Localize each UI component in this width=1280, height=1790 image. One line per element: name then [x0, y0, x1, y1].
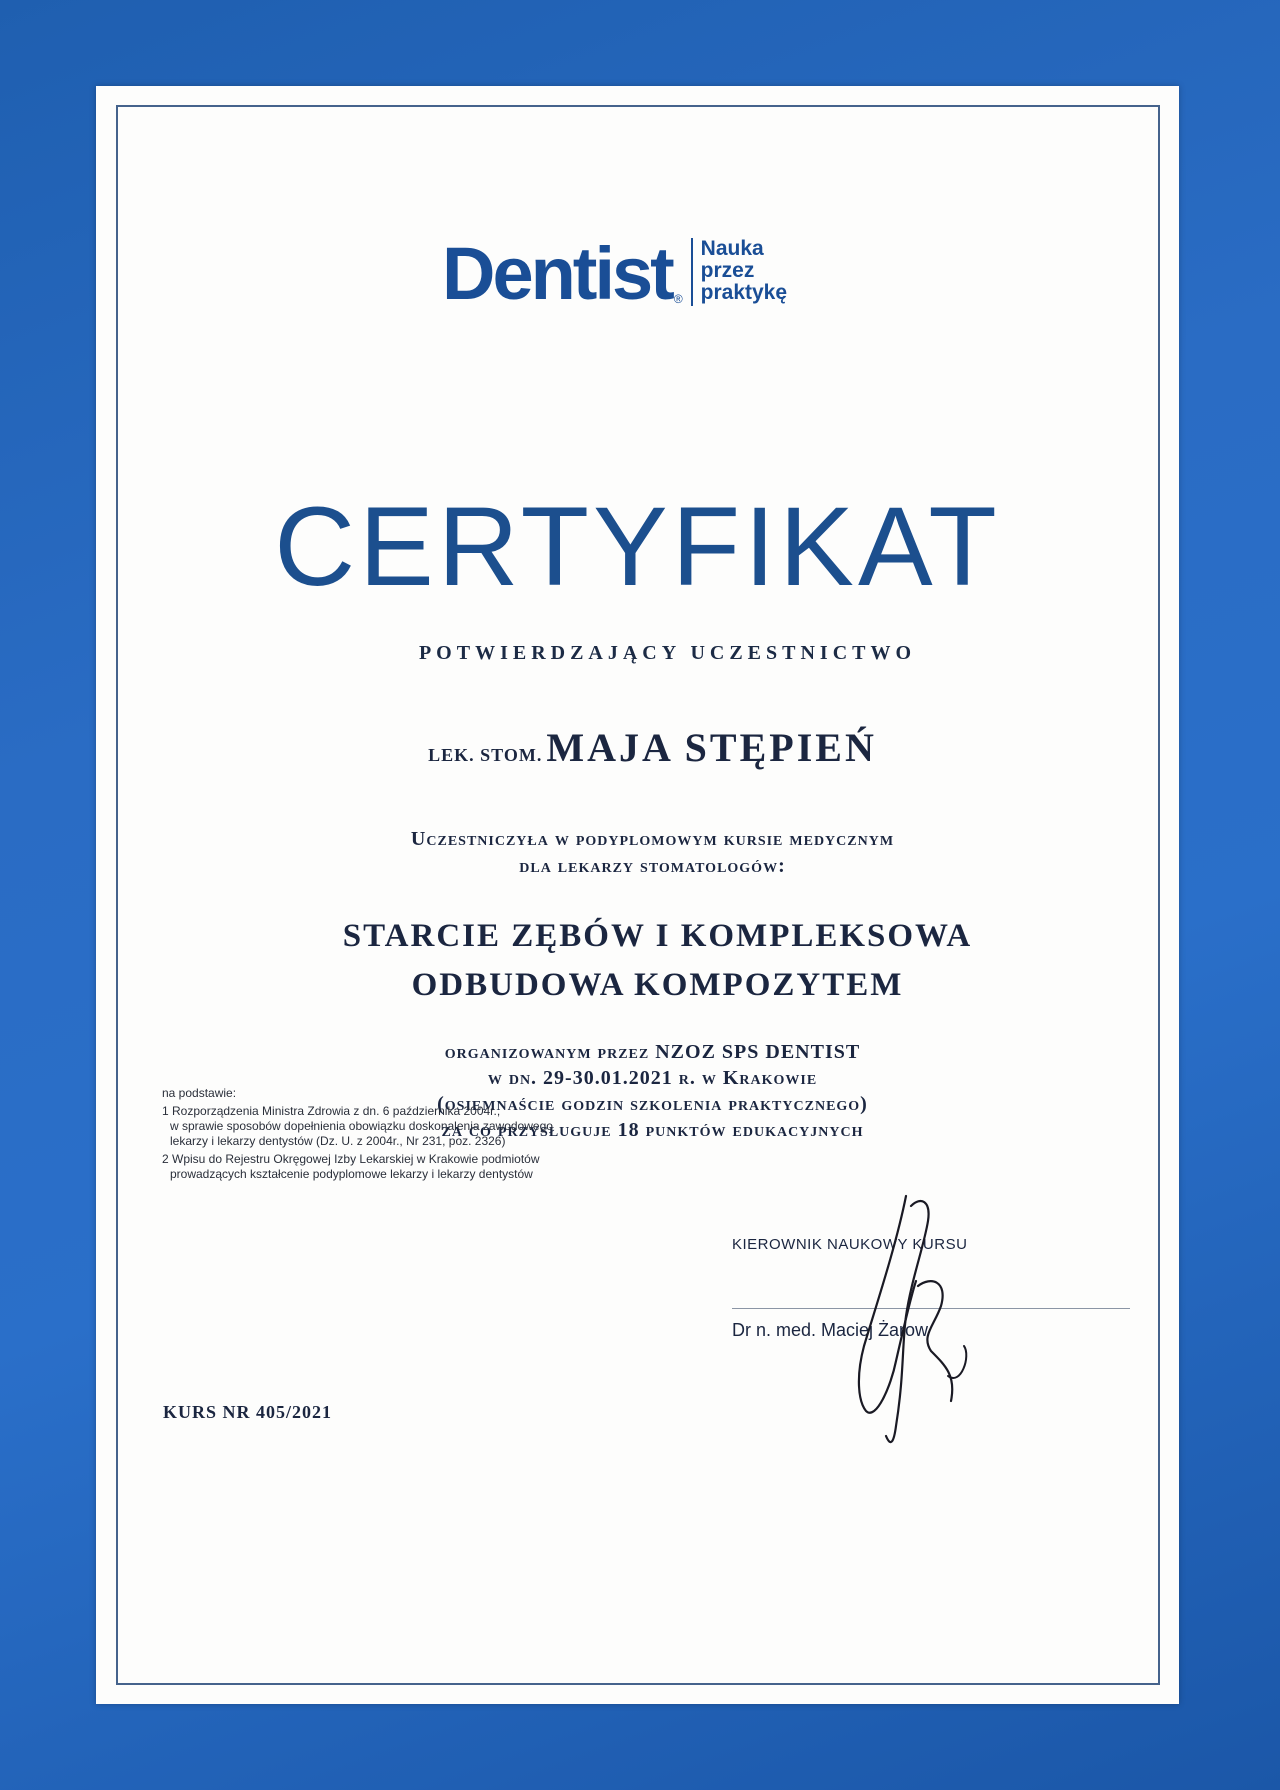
points-line: za co przysługuje 18 punktów edukacyjnych: [441, 1119, 864, 1141]
hours-line: (osiemnaście godzin szkolenia praktycznego): [437, 1093, 868, 1115]
signer-role: KIEROWNIK NAUKOWY KURSU: [732, 1236, 968, 1253]
logo-divider: [691, 238, 693, 306]
course-title: [96, 912, 1199, 1010]
legal-line: 1 Rozporządzenia Ministra Zdrowia z dn. 6 października 2004r.,: [162, 1104, 501, 1118]
tagline-line: Nauka: [700, 237, 764, 260]
certificate-title: CERTYFIKAT: [274, 484, 1001, 609]
legal-basis: [162, 1086, 553, 1182]
participation-line: Uczestniczyła w podyplomowym kursie medycznym: [410, 828, 895, 850]
recipient-title: LEK. STOM.: [428, 745, 543, 765]
legal-item-1: [162, 1104, 553, 1149]
tagline-line: praktykę: [700, 281, 788, 304]
dentist-logo: [442, 232, 787, 322]
certificate-paper: [96, 86, 1179, 1704]
date-location-line: w dn. 29-30.01.2021 r. w Krakowie: [487, 1067, 818, 1089]
course-number: KURS NR 405/2021: [163, 1402, 333, 1422]
legal-line: prowadzących kształcenie podyplomowe lekarzy i lekarzy dentystów: [170, 1167, 533, 1181]
legal-line: lekarzy i lekarzy dentystów (Dz. U. z 2004r., Nr 231, poz. 2326): [170, 1134, 506, 1148]
organizer-line: organizowanym przez NZOZ SPS DENTIST: [444, 1041, 861, 1063]
handwritten-signature: [836, 1186, 1016, 1446]
certificate-border: [116, 105, 1160, 1685]
legal-line: w sprawie sposobów dopełnienia obowiązku doskonalenia zawodowego: [170, 1119, 553, 1133]
legal-line: 2 Wpisu do Rejestru Okręgowej Izby Lekarskiej w Krakowie podmiotów: [162, 1152, 540, 1166]
tagline-line: przez: [700, 259, 755, 282]
logo-tagline: [701, 238, 787, 304]
registered-mark: ®: [673, 292, 683, 306]
participation-statement: [96, 826, 1194, 880]
recipient-name: MAJA STĘPIEŃ: [546, 725, 877, 770]
certificate-subtitle: POTWIERDZAJĄCY UCZESTNICTWO: [418, 642, 917, 664]
participation-line: dla lekarzy stomatologów:: [519, 855, 786, 877]
signer-name: Dr n. med. Maciej Żarow: [732, 1320, 929, 1340]
recipient: [96, 724, 1194, 771]
course-title-line: STARCIE ZĘBÓW I KOMPLEKSOWA: [342, 918, 973, 954]
course-title-line: ODBUDOWA KOMPOZYTEM: [411, 967, 904, 1003]
legal-heading: na podstawie:: [162, 1086, 237, 1100]
logo-wordmark: Dentist: [442, 232, 672, 315]
legal-item-2: [162, 1152, 553, 1182]
